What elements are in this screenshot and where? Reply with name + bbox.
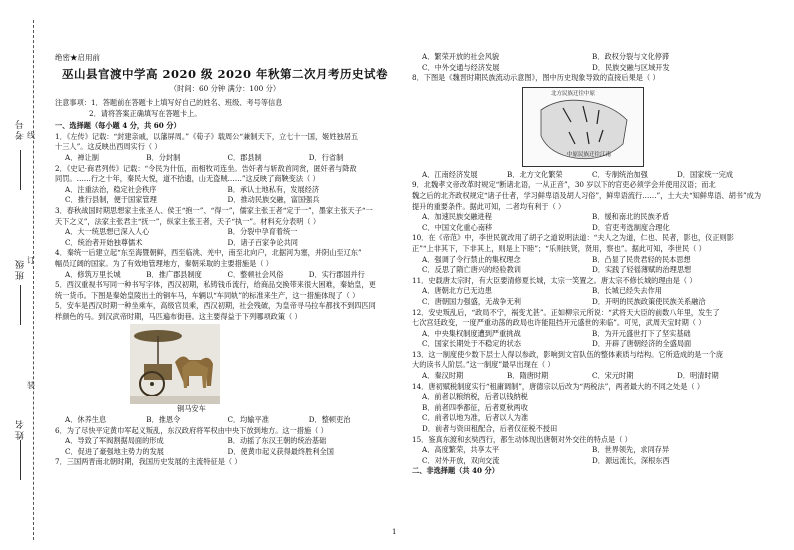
option: B．世界领先，求同存异 [592, 445, 670, 455]
question-text: 6．为了尽快平定黄巾军起义叛乱，东汉政府将军权由中央下放到地方。这一措施（ ） [55, 425, 328, 435]
option: B．长城已经失去作用 [592, 286, 662, 296]
option: A．江南经济发展 [422, 169, 478, 179]
option: C．中外交通与经济发展 [422, 62, 500, 72]
question-text: 14．唐初赋税制度实行“租庸调制”，唐德宗以后改为“两税法”，两者最大的不同之处是（ ） [412, 381, 705, 391]
option: C．唐朝国力强盛，无战争无利 [422, 296, 521, 306]
option-row [412, 63, 762, 74]
option: A．唐朝北方已无边患 [422, 286, 492, 296]
option: B．政权分裂与文化停滞 [592, 52, 670, 61]
option-row [55, 227, 390, 238]
option: A．导致了军阀割据局面的形成 [65, 436, 164, 446]
binding-label-exam-number: 考号 [16, 118, 26, 140]
question-text: 天下之义”，法家主张君主“抚一”，纵家主张王者，天子“执一”。材料充分表明（ ） [55, 216, 321, 226]
binding-label-name: 姓名 [16, 418, 26, 440]
option: B．承认土地私有，发展经济 [227, 184, 320, 194]
section-heading: 一、选择题（每小题 4 分，共 60 分） [55, 121, 181, 131]
exam-notes-line: 注意事项：1．答题前在答题卡上填写好自己的姓名、班级、考号等信息 [55, 98, 283, 107]
option: D．推动民族交融，富国强兵 [227, 195, 320, 205]
page-number: 1 [392, 528, 397, 536]
option: C．统治者开始独尊儒术 [65, 237, 143, 247]
option: D．整顿吏治 [308, 415, 351, 425]
option: B．动摇了东汉王朝的统治基础 [227, 436, 327, 446]
option-row [55, 153, 390, 164]
option: C．国家长期处于不稳定的状态 [422, 339, 521, 349]
option-row [412, 223, 762, 234]
left-column [55, 98, 390, 468]
option: D．前者与资田租配合，后者仅征税不授田 [422, 424, 558, 434]
option-row [55, 270, 390, 281]
question-text: 提升的重要条件。据此可知，二者均有利于（ ） [412, 201, 566, 211]
option: D．诸子百家争论共同 [227, 237, 298, 247]
question-text: 7．三国两晋南北朝时期，我国历史发展的主流特征是（ ） [55, 457, 242, 467]
option-row [412, 392, 762, 403]
option-row [55, 447, 390, 458]
question-text: 大的读书人阶层。”这一制度”最早出现在（ ） [412, 360, 555, 370]
exam-notes-line: 2．请将答案正确填写在答题卡上。 [89, 108, 202, 118]
option: B．推恩令 [146, 415, 181, 425]
option: A．中央集权制度遭到严重挑战 [422, 328, 521, 338]
option: C．前者以地为准，后者以人为准 [422, 413, 529, 423]
option: A．大一统思想已深入人心 [65, 227, 150, 237]
question-text: 正”“上非其下，下非其上，则是上下睦”；“乐则扶贤，贤用，察也”。据此可知，李世民（ ） [412, 243, 706, 253]
question-text: 10．在《帝范》中，李世民就改用了胡子之道说明法道：“夫人之为道，仁也、民者，影也，仪正则影 [412, 233, 734, 243]
question-text: 5．西汉重视书写同一种书写字体，西汉初期，私铸钱币流行，给商品交换带来很大困难，秦始皇，更 [55, 280, 376, 290]
option-row [412, 170, 762, 181]
option: D．实行郡国并行 [308, 269, 365, 279]
option: A．禅让制 [65, 152, 99, 162]
option: C．中国文化重心南移 [422, 222, 493, 232]
option: B．缓和南北的民族矛盾 [592, 212, 670, 222]
option: C．促进了豪强地主势力的发展 [65, 446, 164, 456]
question-text: 统一货币。下图是秦始皇陵出土的铜车马，车辆以“车同轨”的标准来生产，这一措施体现了（ ） [55, 290, 360, 300]
right-question-list [412, 52, 762, 466]
binding-dashed-line [33, 20, 34, 540]
figure-map [522, 87, 644, 167]
option-row [412, 212, 762, 223]
question-text: 9．北魏孝文帝改革时规定“断诸北语，一从正音”，30 岁以下的官吏必须学会并使用汉语；而北 [412, 180, 716, 190]
option: B．推广郡县制度 [146, 269, 202, 279]
map-label-south: 中原民族迁往江南 [567, 151, 612, 158]
option: B．前者四季都征，后者夏秋两收 [422, 402, 528, 412]
option: D．行省制 [308, 152, 344, 162]
option-row [412, 424, 762, 435]
option: A．秦汉时期 [422, 371, 464, 381]
binding-margin [0, 0, 40, 550]
bronze-chariot-image [130, 324, 220, 404]
option-row [412, 255, 762, 266]
option: D．民族交融与区域开发 [592, 62, 670, 72]
option: C．宋元时期 [592, 371, 634, 381]
question-text: 15．鉴真东渡和玄奘西行，都生动体现出唐朝对外交往的特点是（ ） [412, 434, 632, 444]
option: A．加速民族交融进程 [422, 212, 492, 222]
map-label-north: 北方民族迁往中原 [551, 90, 596, 97]
option: C．专制统治加强 [592, 169, 648, 179]
option: B．为开元盛世打下了坚实基础 [592, 328, 691, 338]
option: D．官吏考选制度合理化 [592, 222, 670, 232]
binding-blank-line [20, 150, 21, 190]
binding-label-class: 班级 [16, 258, 26, 280]
question-text: 12．安史叛乱后，“政局不宁，祸变尤甚”。正如柳宗元所说：“武将天大臣的前数八年里，发生了 [412, 307, 720, 317]
secret-label: 绝密★启用前 [55, 53, 100, 62]
question-text: 2．《史记·商君列传》记载：“令民为什伍，而相牧司连坐。告奸者与斩敌首同赏，匿奸者与降敌 [55, 163, 357, 173]
exam-subtitle: （时间：60 分钟 满分：100 分） [169, 84, 281, 93]
option: B．隋唐时期 [507, 371, 549, 381]
question-text: 1．《左传》记载：“封建亲戚，以藩屏周。”《荀子》载周公“兼制天下，立七十一国，姬姓独居五 [55, 131, 359, 141]
figure-caption: 铜马安车 [177, 404, 206, 414]
option: D．国家统一完成 [677, 169, 734, 179]
option: C．对外开放，双向交流 [422, 455, 500, 465]
binding-mark: 线 [27, 131, 35, 140]
question-text: 十三人”。这反映出西周实行（ ） [55, 142, 162, 152]
option: B．分封制 [146, 152, 181, 162]
option: A．繁荣开放的社会风貌 [422, 52, 500, 61]
binding-blank-line [20, 440, 21, 480]
question-text: 魏之后的北齐政权规定“诸子仕者，学习鲜卑语及胡人习俗”，鲜卑语流行……”，土大夫“知鲜卑语、胡书”成为 [412, 190, 762, 200]
question-text: 3．春秋战国时期思想家主张圣人、侯王“抱一”、“得一”，儒家主张王者“定于一”，墨家主张天子“一 [55, 205, 373, 215]
option: D．开明的民族政策使民族关系融洽 [592, 296, 706, 306]
figure-chariot [130, 324, 220, 404]
option: D．明清时期 [677, 371, 719, 381]
option-row [412, 52, 762, 63]
option-row [55, 415, 390, 426]
option: C．均输平准 [227, 415, 269, 425]
option: B．北方文化繁荣 [507, 169, 563, 179]
option: B．凸显了民贵君轻的民本思想 [592, 254, 691, 264]
option-row [55, 238, 390, 249]
option-row [412, 265, 762, 276]
option-row [412, 403, 762, 414]
left-question-list [55, 132, 390, 468]
question-text: 5．安车是西汉时期一种坐乘车，高级官员乘，西汉初期，社会残破，为皇帝寻马拉车都找不到四匹同 [55, 301, 376, 311]
binding-mark: 订 [27, 256, 35, 265]
question-text: 13．这一制度使少数下层士人得以参政，影响到文官队伍的整体素质与结构。它所造成的是一个庞 [412, 349, 724, 359]
option: A．前者以粮纳税，后者以钱纳税 [422, 392, 528, 402]
option: D．使黄巾起义获得最终胜利全国 [227, 446, 334, 456]
option-row [412, 329, 762, 340]
section-heading: 二、非选择题（共 40 分） [412, 466, 499, 476]
option: B．分裂中孕育着统一 [227, 227, 298, 237]
option: A．修筑万里长城 [65, 269, 121, 279]
option-row [55, 195, 390, 206]
option: A．注重法治，稳定社会秩序 [65, 184, 157, 194]
option-row [412, 456, 762, 467]
option: C．郡县制 [227, 152, 262, 162]
option: C．推行县制，便于国家管理 [65, 195, 157, 205]
question-text: 11．史载唐太宗时，有大臣要清修夏长城，太宗一笑置之。唐太宗不修长城的理由是（ ） [412, 275, 697, 285]
option-row [412, 339, 762, 350]
option: D．源远流长，深根东西 [592, 455, 670, 465]
option-row [412, 445, 762, 456]
question-text: 4．秦统一后建立起“东至海暨朝鲜，西至临洮、羌中，南至北向户，北据河为塞，并阴山至辽东” [55, 248, 362, 258]
option: A．休养生息 [65, 415, 107, 425]
option: C．整顿社会风俗 [227, 269, 284, 279]
option-row [55, 436, 390, 447]
option: D．开辟了唐朝经济的全盛局面 [592, 339, 692, 349]
question-text: 同罚。……行之十年，秦民大悦，道不拾遗，山无盗贼……”这反映了商鞅变法（ ） [55, 174, 320, 184]
option-row [412, 371, 762, 382]
option: A．强调了令行禁止的集权理念 [422, 254, 521, 264]
right-column [412, 52, 762, 477]
question-text: 样颜色的马。到汉武帝时期，马匹遍布街巷。这主要得益于下列哪项政策（ ） [55, 311, 302, 321]
option: C．反思了隋亡唐兴的经验教训 [422, 265, 521, 275]
option-row [412, 413, 762, 424]
question-text: 七次宫廷政变，一度严重动荡的政局也许能阻挡开元盛世的来临”。可见，武周天宝时期（ ） [412, 318, 706, 328]
option-row [412, 297, 762, 308]
option-row [412, 286, 762, 297]
option-row [55, 185, 390, 196]
question-text: 8．下图是《魏晋时期民族流动示意图》，图中历史现象导致的直接后果是（ ） [412, 73, 660, 83]
exam-title: 巫山县官渡中学高 2020 级 2020 年秋第二次月考历史试卷 [61, 67, 389, 81]
question-text: 幅员辽阔的国家。为了有效地管理地方，秦朝采取的主要措施是（ ） [55, 258, 273, 268]
binding-mark: 装 [27, 381, 35, 390]
option: A．高度繁荣，共享太平 [422, 445, 500, 455]
binding-blank-line [20, 285, 21, 325]
option: D．实践了轻徭薄赋的治理思想 [592, 265, 692, 275]
